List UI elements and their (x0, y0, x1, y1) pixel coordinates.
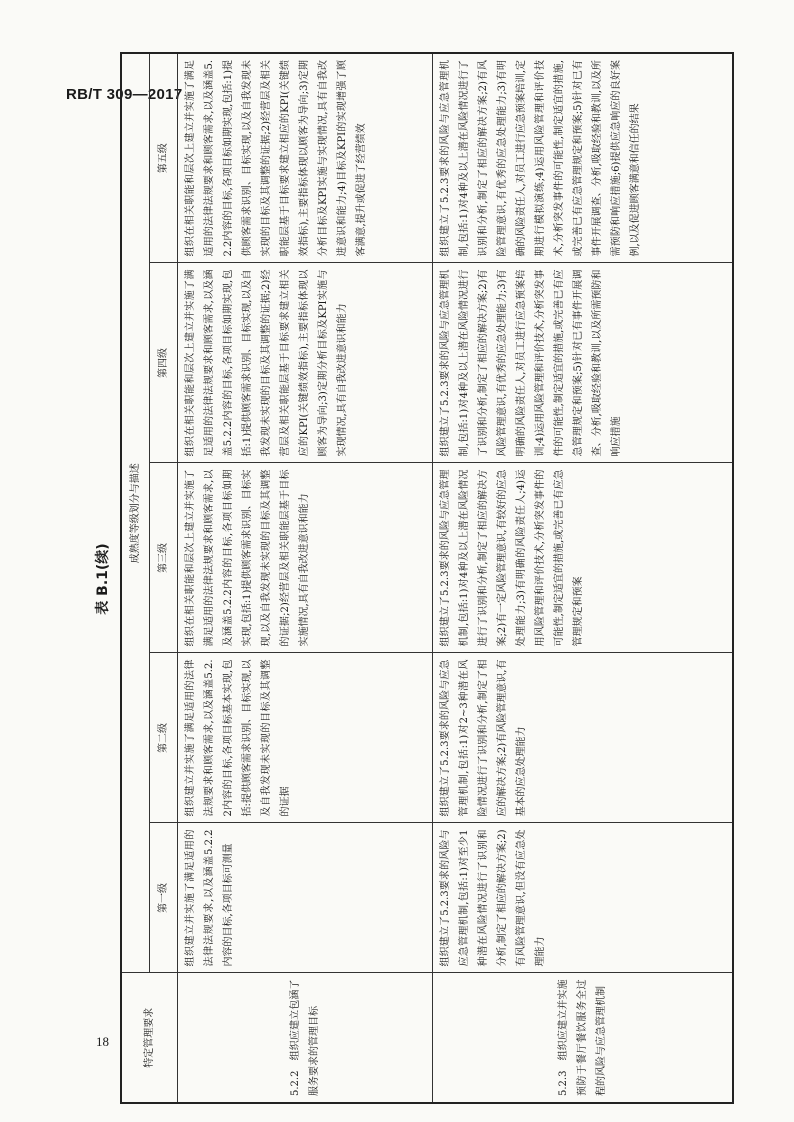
header-level-4: 第四级 (150, 263, 178, 463)
header-level-5: 第五级 (150, 53, 178, 263)
level-cell: 组织建立了5.2.3要求的风险与应急管理机制,包括:1)对4种及以上潜在风险情况进行了识别和分析,制定了相应的解决方案;2)有一定风险管理意识,有较好的应急处理能力;3)有明确的风险责任人;4)运用风险管理和评价技术,分析突发事件的可能性,制定适宜的措施,或完善已有应急管理规定和预案 (433, 463, 733, 653)
header-level-2: 第二级 (150, 653, 178, 823)
header-levels-row (150, 53, 178, 1103)
level-cell: 组织在相关职能和层次上建立并实施了满足适用的法律法规要求和顾客需求,以及涵盖5.2.2内容的目标,各项目标如期实现,包括:1)提供顾客需求识别、目标实现,以及自我发现未实现的目标及其调整的证据;2)经营层及相关职能层基于目标实施情况,具有自我改进意识和能力 (178, 463, 433, 653)
level-cell: 组织建立了5.2.3要求的风险与应急管理机制,包括:1)对4种及以上潜在风险情况进行了识别和分析,制定了相应的解决方案;2)有风险管理意识,有优秀的应急处理能力;3)有明确的风险责任人,对员工进行应急预案培训,定期进行模拟演练;4)运用风险管理和评价技术,分析突发事件的可能性,制定适宜的措施,或完善已有应急管理规定和预案;5)针对已有事件开展调查、分析,吸取经验和教训,以及所需预防和响应措施;6)提供应急响应的良好案例,以及促进顾客满意和信任的结果 (433, 53, 733, 263)
level-cell: 组织建立并实施了满足适用的法律法规要求,以及涵盖5.2.2内容的目标,各项目标可测量 (178, 823, 433, 973)
header-requirement: 特定管理要求 (121, 973, 178, 1103)
header-level-1: 第一级 (150, 823, 178, 973)
level-cell: 组织建立了5.2.3要求的风险与应急管理机制,包括:1)对至少1种潜在风险情况进行了识别和分析,制定了相应的解决方案;2)有风险管理意识,但没有应急处理能力 (433, 823, 733, 973)
table-row (178, 53, 433, 1103)
table-row (433, 53, 733, 1103)
table-title: 表 B.1(续) (95, 543, 111, 615)
level-cell: 组织建立并实施了满足适用的法律法规要求和顾客需求,以及涵盖5.2.2内容的目标,各项目标基本实现,包括:提供顾客需求识别、目标实现,以及自我发现未实现的目标及其调整的证据 (178, 653, 433, 823)
level-cell: 组织建立了5.2.3要求的风险与应急管理机制,包括:1)对2~3种潜在风险情况进行了识别和分析,制定了相应的解决方案;2)有风险管理意识,有基本的应急处理能力 (433, 653, 733, 823)
requirement-cell: 5.2.3 组织应建立并实施预防于餐厅餐饮服务全过程的风险与应急管理机制 (433, 973, 733, 1103)
level-cell: 组织在相关职能和层次上建立并实施了满足适用的法律法规要求和顾客需求,以及涵盖5.2.2内容的目标,各项目标如期实现,包括:1)提供顾客需求识别、目标实现,以及自我发现未实现的目标及其调整的证据;2)经营层及相关职能层基于目标要求建立相关应的KPI(关键绩效指标),主要指标体现以顾客为导向;3)定期分析目标及KPI实施与实现情况,具有自我改进意识和能力 (178, 263, 433, 463)
level-cell: 组织建立了5.2.3要求的风险与应急管理机制,包括:1)对4种及以上潜在风险情况进行了识别和分析,制定了相应的解决方案;2)有风险管理意识,有优秀的应急处理能力;3)有明确的风险责任人,对员工进行应急预案培训;4)运用风险管理和评价技术,分析突发事件的可能性,制定适宜的措施,或完善已有应急管理规定和预案;5)针对已有事件开展调查、分析,吸取经验和教训,以及所需预防和响应措施 (433, 263, 733, 463)
maturity-table (120, 52, 734, 1104)
header-level-group: 成熟度等级划分与描述 (121, 53, 150, 973)
header-row (121, 53, 150, 1103)
rotated-table-region (92, 54, 762, 1104)
page-number: 18 (96, 1034, 109, 1049)
document-code: RB/T 309—2017 (66, 86, 183, 103)
header-level-3: 第三级 (150, 463, 178, 653)
requirement-cell: 5.2.2 组织应建立包涵了服务要求的管理目标 (178, 973, 433, 1103)
level-cell: 组织在相关职能和层次上建立并实施了满足适用的法律法规要求和顾客需求,以及涵盖5.2.2内容的目标,各项目标如期实现,包括:1)提供顾客需求识别、目标实现,以及自我发现未实现的目标及其调整的证据;2)经营层及相关职能层基于目标要求建立相应的KPI(关键绩效指标),主要指标体现以顾客为导向;3)定期分析目标及KPI实施与实现情况,具有自我改进意识和能力;4)目标及KPI的实现增强了顾客满意,提升或促进了经营绩效 (178, 53, 433, 263)
